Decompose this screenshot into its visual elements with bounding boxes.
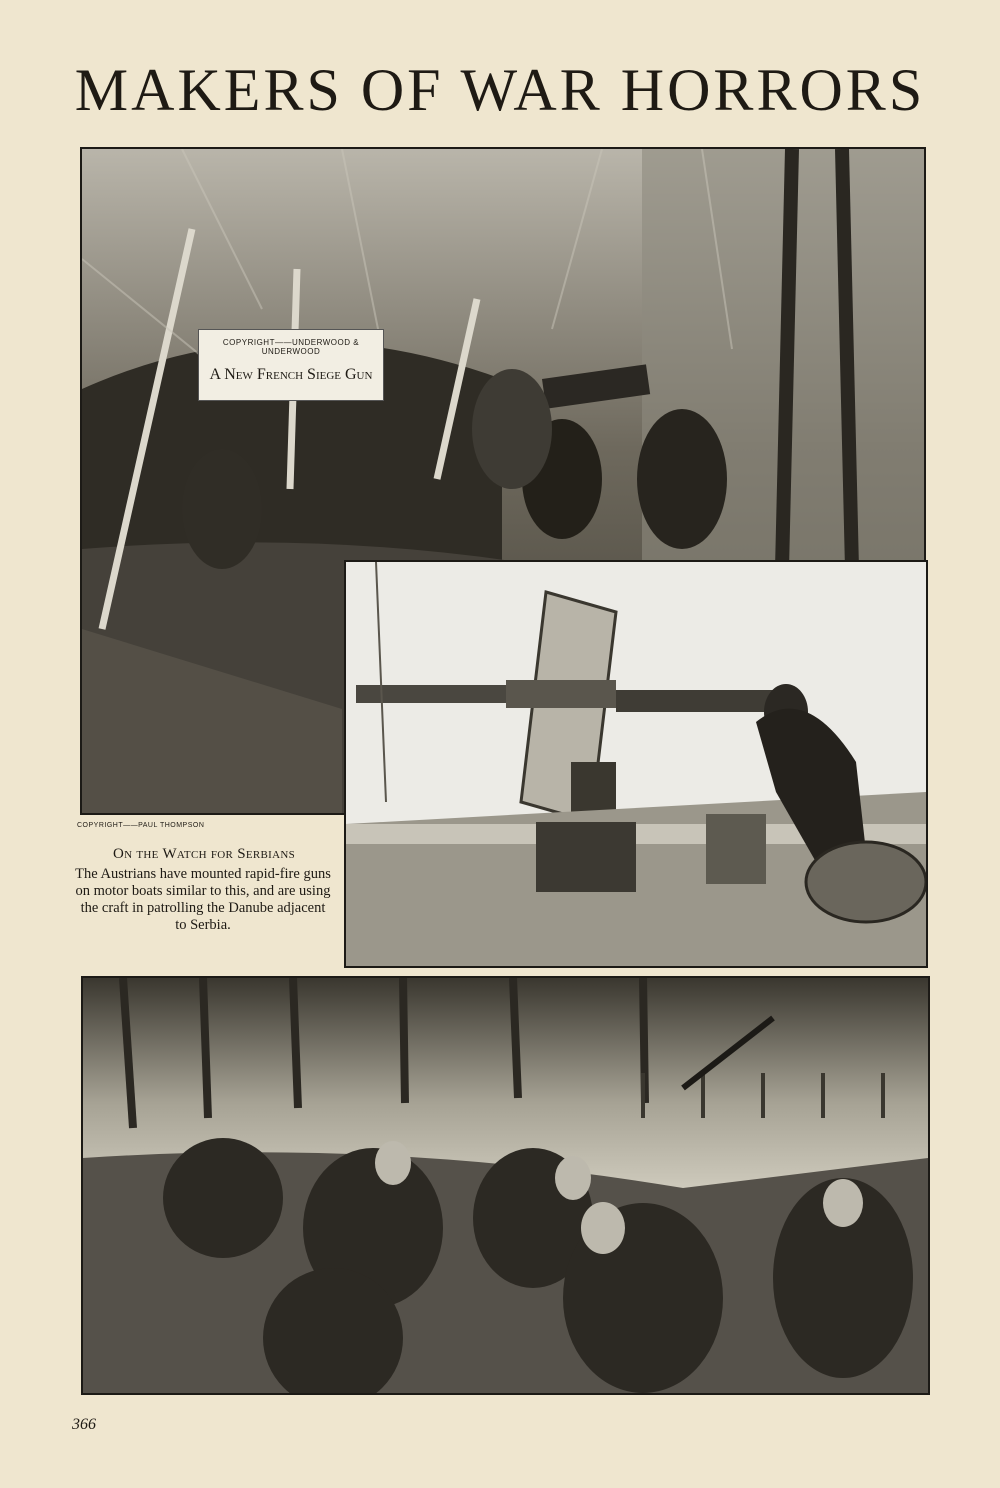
page-title: MAKERS OF WAR HORRORS — [74, 57, 926, 123]
motor-boat-copyright: COPYRIGHT——PAUL THOMPSON — [77, 822, 205, 829]
page-number: 366 — [72, 1416, 96, 1433]
siege-gun-caption: A New French Siege Gun — [209, 366, 373, 383]
motor-boat-gun-photo — [344, 560, 928, 968]
siege-gun-caption-box — [198, 329, 384, 401]
trench-soldiers-illustration — [81, 976, 930, 1395]
motor-boat-caption-heading: On the Watch for Serbians — [112, 846, 296, 862]
motor-boat-caption-body: The Austrians have mounted rapid-fire guns on motor boats similar to this, and are using the craft in patrolling the Danube adjacent to Serbia. — [75, 866, 331, 933]
siege-gun-copyright: COPYRIGHT——UNDERWOOD & UNDERWOOD — [222, 338, 360, 356]
